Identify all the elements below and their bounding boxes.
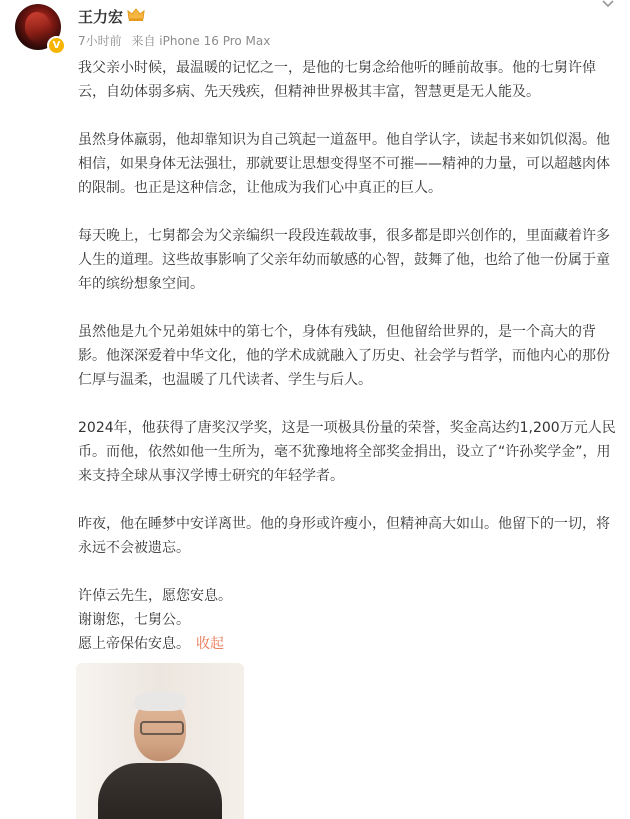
post-paragraph: 我父亲小时候，最温暖的记忆之一，是他的七舅念给他听的睡前故事。他的七舅许倬云，自幼体弱多病、先天残疾，但精神世界极其丰富，智慧更是无人能及。 — [78, 60, 596, 100]
post-paragraph: 昨夜，他在睡梦中安详离世。他的身形或许瘦小，但精神高大如山。他留下的一切，将永远不会被遗忘。 — [78, 516, 610, 556]
closing-line: 许倬云先生，愿您安息。 — [78, 588, 232, 604]
photo-figure-glasses — [140, 721, 184, 735]
post-content — [78, 56, 618, 656]
post-paragraph: 2024年，他获得了唐奖汉学奖，这是一项极具份量的荣誉，奖金高达约1,200万元人民币。而他，依然如他一生所为，毫不犹豫地将全部奖金捐出，设立了“许孙奖学金”，用来支持全球从事汉学博士研究的年轻学者。 — [78, 420, 616, 484]
post-meta — [78, 32, 276, 49]
more-chevron-icon[interactable] — [598, 0, 618, 10]
photo-figure-hair — [134, 691, 186, 711]
username[interactable]: 王力宏 — [78, 8, 124, 26]
collapse-link[interactable]: 收起 — [196, 636, 224, 652]
closing-line-text: 愿上帝保佑安息。 — [78, 636, 190, 652]
closing-line: 谢谢您，七舅公。 — [78, 612, 190, 628]
crown-icon[interactable] — [127, 8, 145, 22]
avatar-image — [25, 12, 51, 42]
post-paragraph: 虽然身体羸弱，他却靠知识为自己筑起一道盔甲。他自学认字，读起书来如饥似渴。他相信，如果身体无法强壮，那就要让思想变得坚不可摧——精神的力量，可以超越肉体的限制。也正是这种信念，让他成为我们心中真正的巨人。 — [78, 132, 610, 196]
post-header — [0, 0, 630, 56]
post-paragraph: 虽然他是九个兄弟姐妹中的第七个，身体有残缺，但他留给世界的，是一个高大的背影。他深深爱着中华文化，他的学术成就融入了历史、社会学与哲学，而他内心的那份仁厚与温柔，也温暖了几代读者、学生与后人。 — [78, 324, 610, 388]
closing-line-last — [78, 632, 618, 656]
post-paragraph: 每天晚上，七舅都会为父亲编织一段段连载故事，很多都是即兴创作的，里面藏着许多人生的道理。这些故事影响了父亲年幼而敏感的心智，鼓舞了他，也给了他一份属于童年的缤纷想象空间。 — [78, 228, 610, 292]
photo-figure-body — [98, 763, 222, 819]
post-photo[interactable] — [76, 663, 244, 819]
verified-badge-icon: V — [47, 36, 66, 55]
post-time: 7小时前 — [78, 34, 122, 48]
post-source: 来自 iPhone 16 Pro Max — [131, 34, 271, 48]
